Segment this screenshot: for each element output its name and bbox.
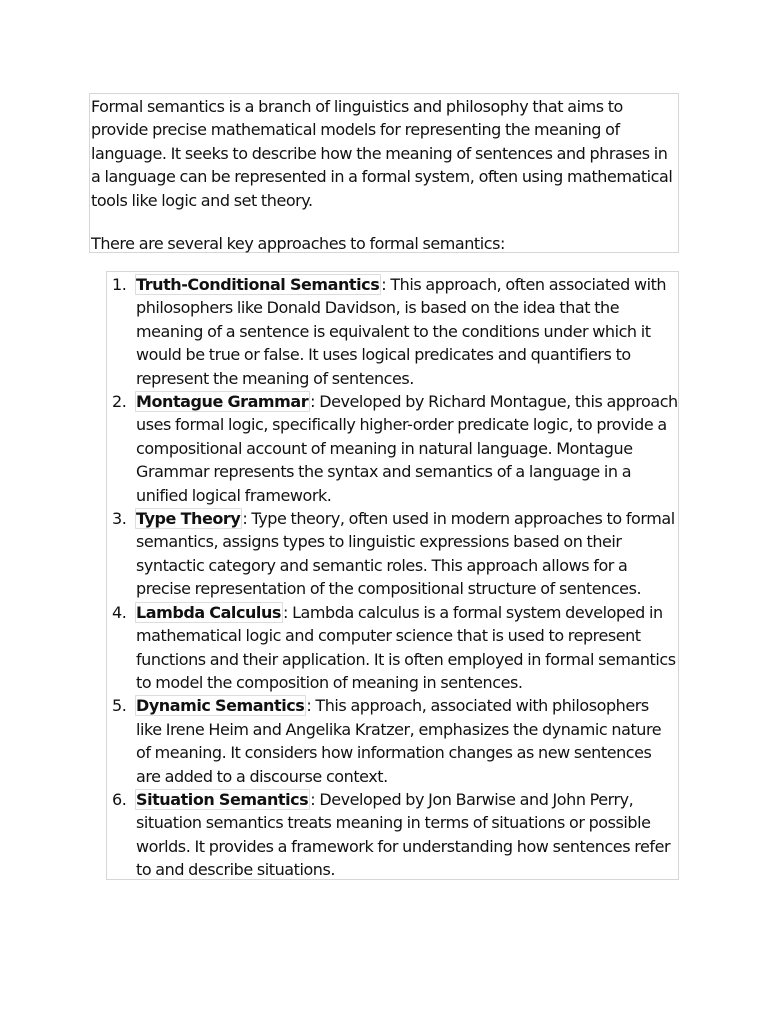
intro-section — [89, 93, 679, 253]
list-item — [107, 694, 678, 788]
approaches-list-section — [106, 271, 679, 880]
list-item-number: 1. — [112, 275, 127, 294]
list-item-number: 2. — [112, 392, 127, 412]
approach-term: Type Theory — [136, 509, 241, 529]
list-item-number: 6. — [112, 789, 127, 809]
list-item-number: 4. — [112, 602, 127, 622]
approach-description: : This approach, often associated with philosophers like Donald Davidson, is based on the idea that the meaning of a sentence is equivalent to the conditions under which it would be true or false. It uses logical predicates and quantifiers to represent the meaning of sentences. — [136, 275, 667, 388]
list-item-number: 5. — [112, 696, 127, 716]
list-item-number: 3. — [112, 509, 127, 529]
approach-term: Situation Semantics — [136, 789, 309, 809]
approach-description: : Lambda calculus is a formal system developed in mathematical logic and computer science that is used to represent functions and their application. It is often employed in formal semantics to model the composition of meaning in sentences. — [136, 602, 676, 692]
approach-description: : Developed by Richard Montague, this approach uses formal logic, specifically higher-order predicate logic, to provide a compositional account of meaning in natural language. Montague Grammar represents the syntax and semantics of a language in a unified logical framework. — [136, 392, 678, 505]
approach-term: Lambda Calculus — [136, 602, 281, 622]
list-item — [107, 390, 678, 507]
intro-paragraph: Formal semantics is a branch of linguistics and philosophy that aims to provide precise mathematical models for representing the meaning of language. It seeks to describe how the meaning of sentences and phrases in a language can be represented in a formal system, often using mathematical tools like logic and set theory. — [91, 97, 673, 210]
approach-term: Montague Grammar — [136, 392, 309, 412]
approach-description: : This approach, associated with philosophers like Irene Heim and Angelika Kratzer, emphasizes the dynamic nature of meaning. It considers how information changes as new sentences are added to a discourse context. — [136, 696, 662, 786]
approaches-list — [107, 273, 678, 882]
list-item — [107, 601, 678, 695]
list-item — [107, 788, 678, 882]
list-item — [107, 273, 678, 390]
approach-description: : Type theory, often used in modern approaches to formal semantics, assigns types to linguistic expressions based on their syntactic category and semantic roles. This approach allows for a precise representation of the compositional structure of sentences. — [136, 509, 675, 599]
approaches-lead-in: There are several key approaches to formal semantics: — [91, 234, 505, 254]
list-item — [107, 507, 678, 601]
approach-description: : Developed by Jon Barwise and John Perry, situation semantics treats meaning in terms of situations or possible worlds. It provides a framework for understanding how sentences refer to and describe situations. — [136, 789, 671, 880]
approach-term: Dynamic Semantics — [136, 696, 305, 716]
approach-term: Truth-Conditional Semantics — [136, 275, 380, 294]
